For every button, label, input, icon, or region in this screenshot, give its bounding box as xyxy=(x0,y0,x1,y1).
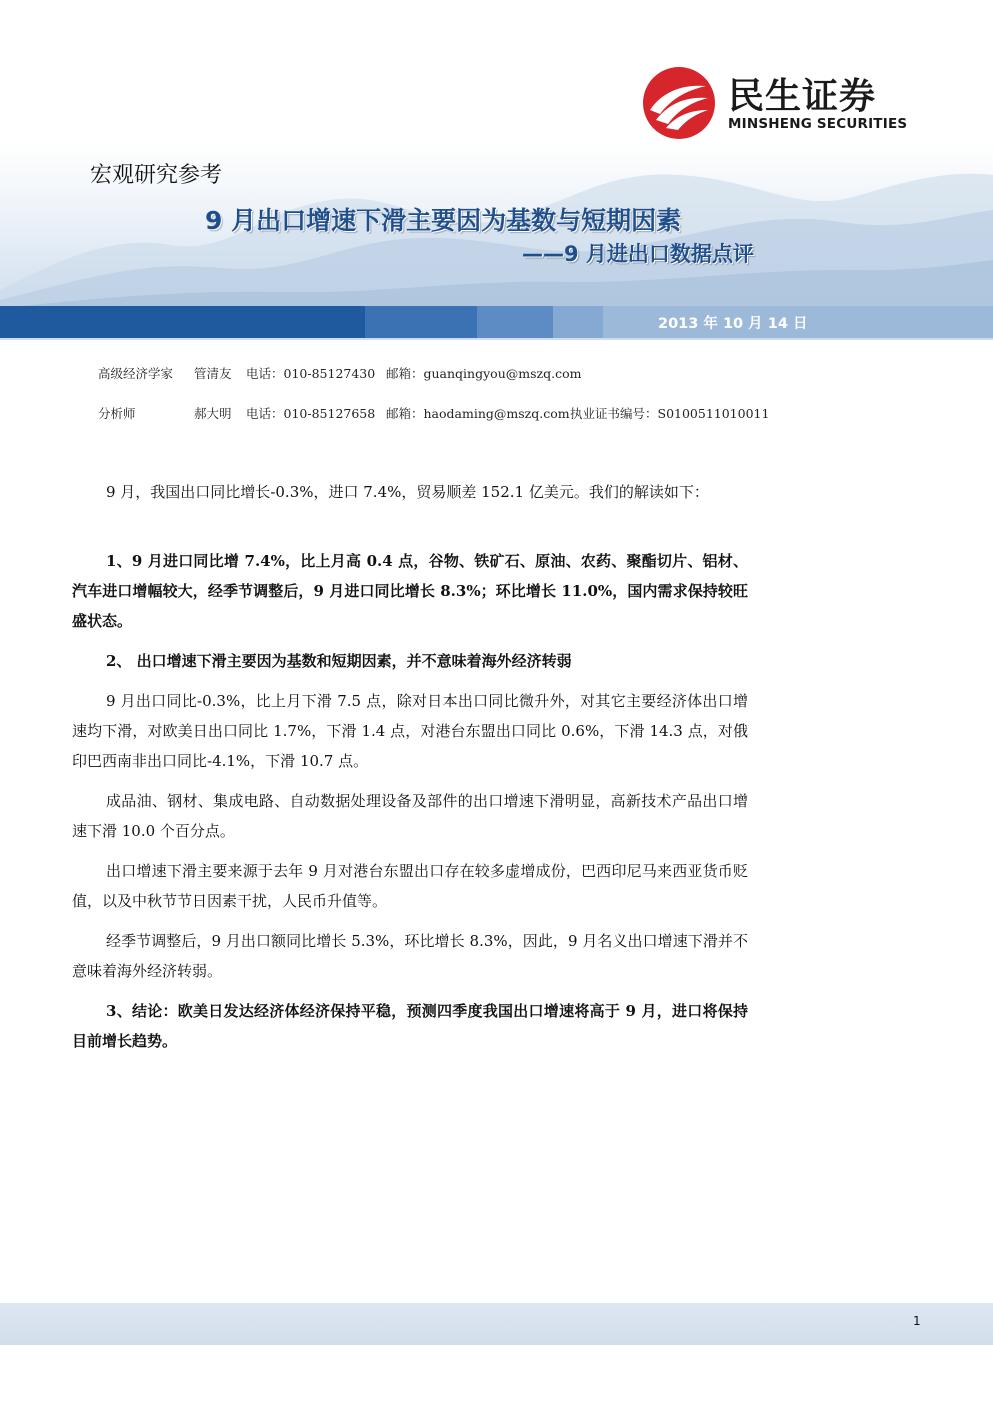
body-paragraph: 成品油、钢材、集成电路、自动数据处理设备及部件的出口增速下滑明显，高新技术产品出口增速下滑 10.0 个百分点。 xyxy=(72,792,748,840)
body-paragraph: 经季节调整后，9 月出口额同比增长 5.3%，环比增长 8.3%，因此，9 月名义出口增速下滑并不意味着海外经济转弱。 xyxy=(72,932,748,980)
author-name: 郝大明 xyxy=(194,406,232,421)
report-date: 2013 年 10 月 14 日 xyxy=(658,316,808,332)
body-heading: 3、结论：欧美日发达经济体经济保持平稳，预测四季度我国出口增速将高于 9 月，进口将保持目前增长趋势。 xyxy=(72,1002,748,1050)
author-role: 高级经济学家 xyxy=(98,366,174,381)
body-heading: 1、9 月进口同比增 7.4%，比上月高 0.4 点，谷物、铁矿石、原油、农药、聚酯切片、铝材、汽车进口增幅较大，经季节调整后，9 月进口同比增长 8.3%；环比增长 11.0%，国内需求保持较旺盛状态。 xyxy=(72,552,748,630)
author-cert: 执业证书编号：S0100511010011 xyxy=(570,406,770,421)
body-paragraph: 9 月，我国出口同比增长-0.3%，进口 7.4%，贸易顺差 152.1 亿美元。我们的解读如下： xyxy=(106,483,709,501)
minsheng-logo xyxy=(642,66,922,142)
body-heading: 2、 出口增速下滑主要因为基数和短期因素，并不意味着海外经济转弱 xyxy=(106,652,572,670)
body-paragraph: 9 月出口同比-0.3%，比上月下滑 7.5 点，除对日本出口同比微升外，对其它主要经济体出口增速均下滑，对欧美日出口同比 1.7%，下滑 1.4 点，对港台东盟出口同比 0.6%，下滑 14.3 点，对俄印巴西南非出口同比-4.1%，下滑 10.7 点。 xyxy=(72,692,748,770)
report-title: 9 月出口增速下滑主要因为基数与短期因素 xyxy=(205,206,682,235)
author-phone: 电话：010-85127658 xyxy=(246,406,376,421)
author-phone: 电话：010-85127430 xyxy=(246,366,376,381)
minsheng-logo-icon xyxy=(642,66,716,140)
brand-name-cn: 民生证券 xyxy=(728,76,877,117)
footer-bar xyxy=(0,1303,993,1345)
author-email: 邮箱：guanqingyou@mszq.com xyxy=(386,366,582,381)
report-series-label: 宏观研究参考 xyxy=(90,163,223,188)
brand-name-en: MINSHENG SECURITIES xyxy=(728,116,908,132)
author-email: 邮箱：haodaming@mszq.com xyxy=(386,406,570,421)
report-subtitle: ——9 月进出口数据点评 xyxy=(522,242,754,266)
date-banner xyxy=(0,306,993,338)
page-number: 1 xyxy=(913,1314,921,1328)
author-role: 分析师 xyxy=(98,406,136,421)
author-name: 管清友 xyxy=(194,366,232,381)
body-paragraph: 出口增速下滑主要来源于去年 9 月对港台东盟出口存在较多虚增成份，巴西印尼马来西亚货币贬值，以及中秋节节日因素干扰，人民币升值等。 xyxy=(72,862,748,910)
